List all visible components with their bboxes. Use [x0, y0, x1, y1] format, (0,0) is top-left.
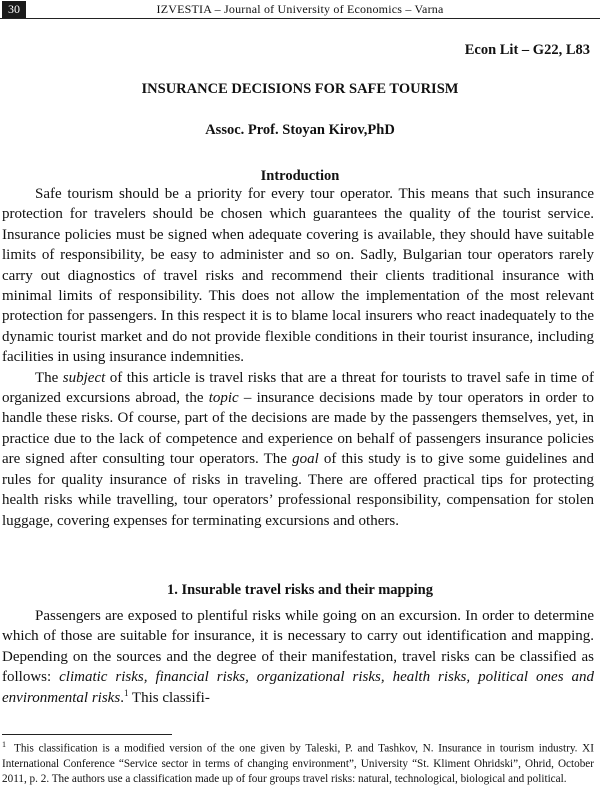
introduction-body: [2, 184, 594, 531]
footnote-mark: 1: [2, 740, 6, 749]
section-1-body: [2, 606, 594, 708]
risk-types-emphasis: climatic risks, financial risks, organizational risks, health risks, political ones and environmental risks: [2, 669, 594, 706]
page-number: 30: [2, 1, 26, 18]
journal-name: IZVESTIA – Journal of University of Economics – Varna: [156, 2, 444, 16]
introduction-heading: Introduction: [260, 168, 340, 184]
footnote-text: This classification is a modified version of the one given by Taleski, P. and Tashkov, N. Insurance in tourism industry. XI International Conference “Service sector in terms of changing environment”, University “St. Kliment Ohridski”, Ohrid, October 2011, p. 2. The authors use a classification made up of four groups travel risks: natural, technological, biological and political.: [2, 742, 594, 785]
topic-emphasis: topic: [208, 390, 239, 407]
jel-classification: Econ Lit – G22, L83: [464, 42, 590, 58]
footnote-divider: [2, 734, 172, 735]
paragraph-2: The subject of this article is travel risks that are a threat for tourists to travel safe in time of organized excursions abroad, the topic – insurance decisions made by tour operators in order to handle these risks. Of course, part of the decisions are made by the passengers themselves, yet, in practice due to the lack of competence and experience on behalf of passengers insurance policies are signed after consulting tour operators. The goal of this study is to give some guidelines and rules for quality insurance of risks in traveling. There are offered practical tips for protecting health risks while travelling, tour operators’ professional responsibility, compensation for stolen luggage, covering expenses for terminating excursions and others.: [2, 369, 594, 529]
goal-emphasis: goal: [292, 451, 319, 468]
footnote-reference[interactable]: 1: [123, 687, 129, 698]
subject-emphasis: subject: [62, 369, 106, 386]
paragraph-3: Passengers are exposed to plentiful risks while going on an excursion. In order to determine which of those are suitable for insurance, it is necessary to carry out identification and mapping. Depending on the sources and the degree of their manifestation, travel risks can be classified as follows: climatic risks, financial risks, organizational risks, health risks, political ones and environmental risks.$^1$ This classifi-: [2, 608, 594, 706]
article-author: Assoc. Prof. Stoyan Kirov,PhD: [205, 122, 395, 138]
footnote-1: [2, 737, 594, 787]
article-title: INSURANCE DECISIONS FOR SAFE TOURISM: [141, 81, 459, 97]
section-1-heading: 1. Insurable travel risks and their mapping: [166, 582, 433, 598]
running-header: [0, 0, 600, 19]
paragraph-1: Safe tourism should be a priority for every tour operator. This means that such insurance protection for travelers should be chosen which guarantees the quality of the tourist service. Insurance policies must be signed when adequate covering is available, they should have suitable limits of responsibility, be easy to administer and so on. Sadly, Bulgarian tour operators rarely carry out diagnostics of travel risks and recommend their clients traditional insurance with minimal limits of responsibility. This does not allow the implementation of the most relevant protection for passengers. In this respect it is to blame local insurers who react inadequately to the dynamic tourist market and do not provide flexible conditions in their tourist insurance, including facilities in using insurance indemnities.: [2, 186, 594, 366]
